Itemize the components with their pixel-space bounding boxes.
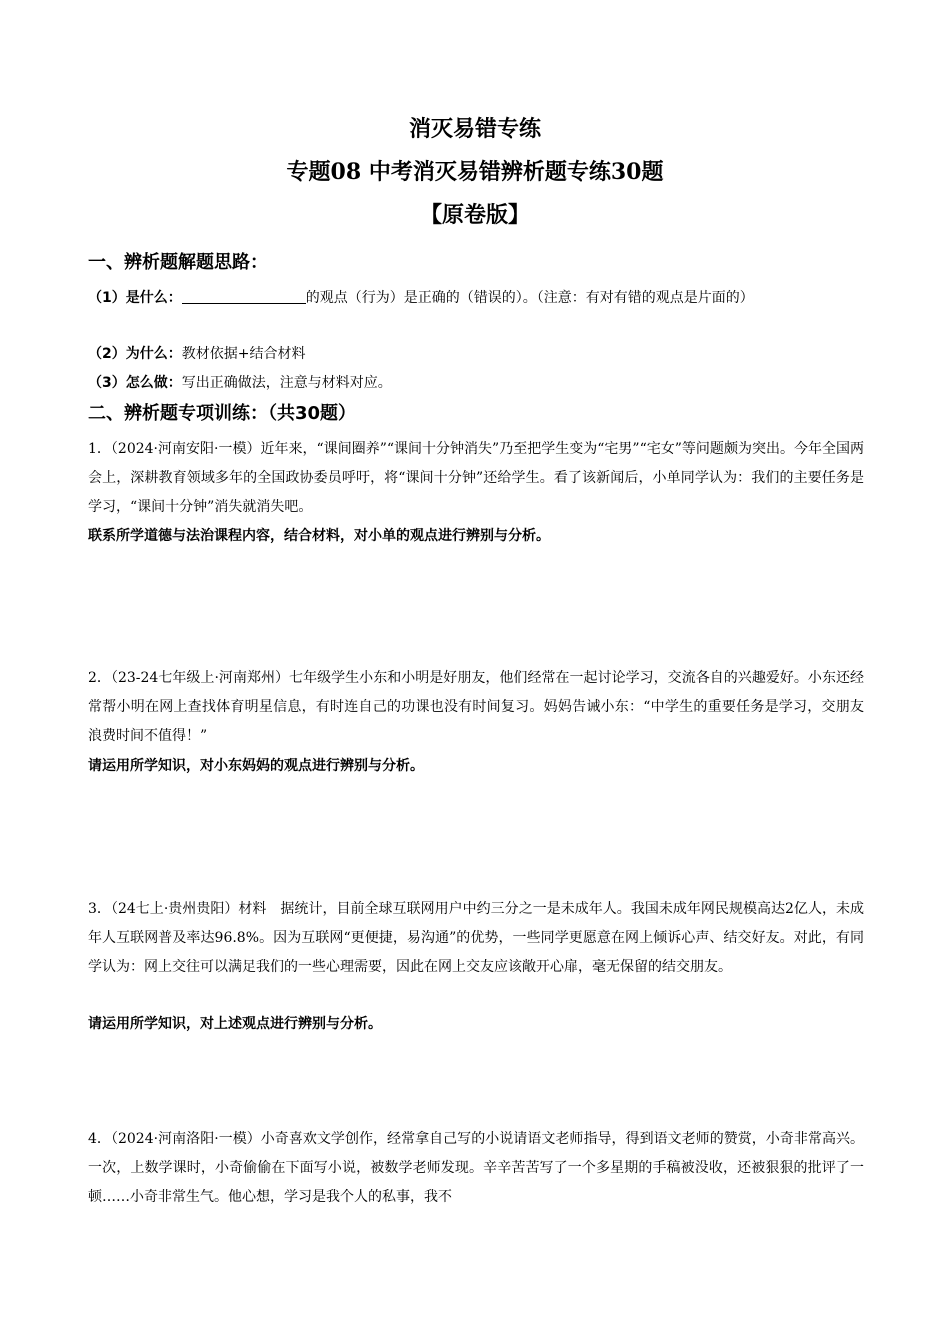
section-heading-training: 二、辨析题专项训练：（共30题） bbox=[88, 403, 357, 424]
step-why bbox=[88, 340, 864, 369]
section-heading-approach: 一、辨析题解题思路： bbox=[88, 252, 268, 273]
step-how-text: 写出正确做法，注意与材料对应。 bbox=[181, 375, 392, 391]
step-why-label: （2）为什么： bbox=[88, 346, 182, 362]
step-how-label: （3）怎么做： bbox=[88, 375, 182, 391]
fill-blank-line bbox=[182, 289, 306, 304]
step-what-text: 的观点（行为）是正确的（错误的）。（注意：有对有错的观点是片面的） bbox=[305, 290, 754, 306]
step-why-text: 教材依据+结合材料 bbox=[181, 346, 306, 362]
step-what-label: （1）是什么： bbox=[88, 290, 182, 306]
document-subtitle: 专题08 中考消灭易错辨析题专练30题 bbox=[286, 159, 664, 185]
document-version-label: 【原卷版】 bbox=[419, 203, 530, 228]
question-2-requirement: 请运用所学知识，对小东妈妈的观点进行辨别与分析。 bbox=[88, 758, 424, 774]
step-how bbox=[88, 369, 864, 398]
question-1-text: 1．（2024·河南安阳·一模）近年来，“课间圈养”“课间十分钟消失”乃至把学生变为“宅男”“宅女”等问题颇为突出。今年全国两会上，深耕教育领域多年的全国政协委员呼吁，将“课间十分钟”还给学生。看了该新闻后，小单同学认为：我们的主要任务是学习，“课间十分钟”消失就消失吧。 bbox=[88, 441, 864, 515]
question-1-requirement: 联系所学道德与法治课程内容，结合材料，对小单的观点进行辨别与分析。 bbox=[88, 528, 550, 544]
document-title: 消灭易错专练 bbox=[408, 116, 541, 142]
step-what bbox=[88, 284, 864, 313]
question-4-text: 4．（2024·河南洛阳·一模）小奇喜欢文学创作，经常拿自己写的小说请语文老师指导，得到语文老师的赞赏，小奇非常高兴。一次，上数学课时，小奇偷偷在下面写小说，被数学老师发现。辛辛苦苦写了一个多星期的手稿被没收，还被狠狠的批评了一顿……小奇非常生气。他心想，学习是我个人的私事，我不 bbox=[88, 1131, 864, 1205]
question-3-text: 3．（24七上·贵州贵阳）材料 据统计，目前全球互联网用户中约三分之一是未成年人。我国未成年网民规模高达2亿人，未成年人互联网普及率达96.8%。因为互联网“更便捷，易沟通”的优势，一些同学更愿意在网上倾诉心声、结交好友。对此，有同学认为：网上交往可以满足我们的一些心理需要，因此在网上交友应该敞开心扉，毫无保留的结交朋友。 bbox=[88, 901, 864, 975]
question-2-text: 2．（23-24七年级上·河南郑州）七年级学生小东和小明是好朋友，他们经常在一起讨论学习，交流各自的兴趣爱好。小东还经常帮小明在网上查找体育明星信息，有时连自己的功课也没有时间复习。妈妈告诫小东：“中学生的重要任务是学习，交朋友浪费时间不值得！” bbox=[88, 670, 864, 744]
question-3-requirement: 请运用所学知识，对上述观点进行辨别与分析。 bbox=[88, 1016, 382, 1032]
